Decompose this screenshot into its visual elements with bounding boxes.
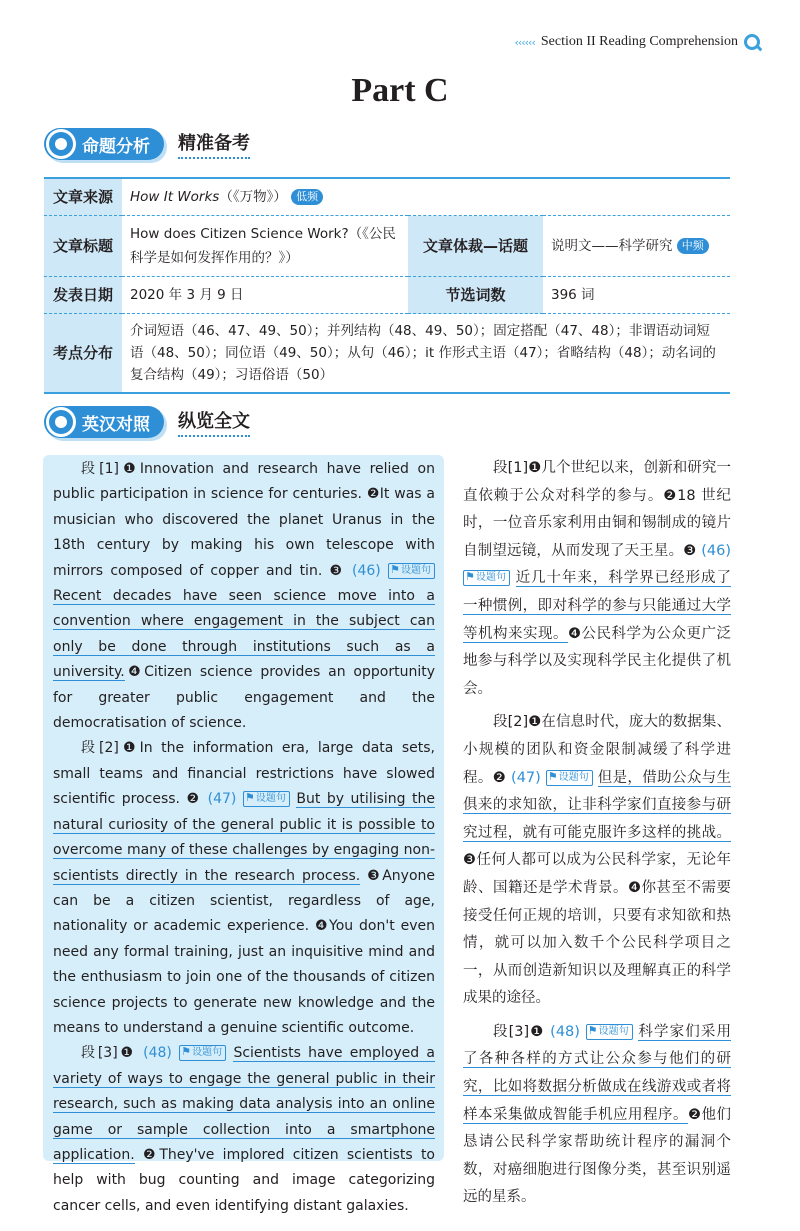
flag-icon: ⚑ 设题句	[586, 1024, 633, 1040]
magnifier-icon	[744, 34, 760, 50]
key-sentence: 科学家们采用了各种各样的方式让公众参与他们的研究，比如将数据分析做成在线游戏或者将样本采集做成智能手机应用程序。	[463, 1023, 732, 1123]
sentence-number: ❸	[463, 852, 477, 869]
cn-paragraph-3	[463, 1019, 731, 1212]
sentence-number: ❸	[367, 867, 383, 884]
page-title: Part C	[351, 72, 449, 109]
sentence: 几个世纪以来，创新和研究一直依赖于公众对科学的参与。	[463, 460, 732, 504]
key-sentence: Scientists have employed a variety of ways to engage the general public in their research, such as making data analysis into an online game or sample collection into a smartphone application.	[53, 1045, 435, 1163]
cn-paragraph-2	[463, 709, 731, 1013]
en-paragraph-2	[53, 736, 435, 1041]
running-head	[514, 34, 760, 50]
genre-text: 说明文——科学研究	[551, 238, 673, 254]
chinese-text-column	[463, 455, 731, 1212]
flag-icon: ⚑ 设题句	[243, 791, 290, 807]
sentence-number: ❷	[366, 486, 380, 503]
question-ref: (47)	[207, 791, 237, 808]
section-pill-label: 命题分析	[82, 136, 150, 157]
flag-icon: ⚑ 设题句	[546, 770, 593, 786]
key-sentence: 但是，借助公众与生俱来的求知欲，让非科学家们直接参与研究过程，就有可能克服许多这样的挑战。	[463, 769, 732, 841]
sentence: Citizen science provides an opportunity for greater public engagement and the democratisation of science.	[53, 664, 435, 732]
key-sentence: But by utilising the natural curiosity of the general public it is possible to overcome many of these challenges by engaging non-scientists directly in the research process.	[53, 791, 436, 884]
cn-paragraph-1	[463, 455, 731, 703]
table-row	[44, 314, 730, 394]
sentence: 你甚至不需要接受任何正规的培训，只要有求知欲和热情，就可以加入数千个公民科学项目之一，从而创造新知识以及理解真正的科学成果的途径。	[463, 879, 731, 1007]
sentence-number: ❶	[528, 714, 542, 731]
sentence: 18 世纪时，一位音乐家利用由铜和锡制成的镜片自制望远镜，从而发现了天王星。	[463, 487, 732, 559]
magnifier-icon	[46, 129, 76, 159]
sentence: Anyone can be a citizen scientist, regardless of age, nationality or academic experience.	[53, 867, 435, 935]
table-row	[44, 178, 730, 216]
section-pill-label: 英汉对照	[82, 414, 150, 435]
section-sub-label: 精准备考	[178, 129, 250, 159]
genre-value	[543, 216, 730, 277]
sentence-number: ❹	[124, 664, 145, 681]
title-label: 文章标题	[44, 216, 122, 277]
flag-icon: ⚑ 设题句	[179, 1045, 226, 1061]
sentence-number: ❶	[117, 1045, 136, 1062]
sentence-number: ❶	[118, 461, 140, 477]
paragraph-marker: 段[2]	[493, 714, 529, 731]
sentence-number: ❸	[683, 542, 697, 559]
source-value	[122, 178, 730, 216]
sentence: 公民科学为公众更广泛地参与科学以及实现科学民主化提供了机会。	[463, 625, 731, 697]
question-ref: (46)	[701, 542, 732, 559]
section-heading-bilingual	[44, 405, 250, 439]
sentence-number: ❹	[628, 879, 642, 896]
sentence-number: ❷	[688, 1106, 702, 1123]
article-info-table	[44, 177, 730, 394]
sentence: It was a musician who discovered the planet Uranus in the 18th century by making his own telescope with mirrors composed of copper and tin.	[53, 486, 435, 579]
date-value: 2020 年 3 月 9 日	[122, 277, 408, 314]
sentence: You don't even need any formal training, just an inquisitive mind and the enthusiasm to join one of the thousands of citizen science projects to generate new knowledge and the means to understand a genuine scientific outcome.	[53, 918, 435, 1036]
en-paragraph-1	[53, 457, 435, 736]
points-label: 考点分布	[44, 314, 122, 394]
paragraph-marker: 段[3]	[493, 1023, 530, 1040]
question-ref: (47)	[511, 769, 541, 786]
question-ref: (46)	[352, 562, 381, 579]
points-value: 介词短语（46、47、49、50）；并列结构（48、49、50）；固定搭配（47、48）；非谓语动词短语（48、50）；同位语（49、50）；从句（46）；it 作形式主语（47）；省略结构（48）；动名词的复合结构（49）；习语俗语（50）	[122, 314, 730, 394]
frequency-badge: 中频	[677, 238, 709, 254]
section-pill	[44, 128, 164, 160]
sentence-number: ❹	[568, 625, 582, 642]
sentence: They've implored citizen scientists to help with bug counting and image categorizing cancer cells, and even identifying distant galaxies.	[53, 1146, 435, 1214]
source-cn: （《万物》）	[219, 189, 287, 205]
sentence: 任何人都可以成为公民科学家，无论年龄、国籍还是学术背景。	[463, 852, 731, 896]
source-title: How It Works	[130, 189, 220, 205]
table-row	[44, 277, 730, 314]
question-ref: (48)	[143, 1045, 172, 1062]
sentence-number: ❷	[142, 1146, 160, 1163]
sentence-number: ❶	[529, 1023, 545, 1040]
en-paragraph-3	[53, 1041, 435, 1219]
paragraph-marker: 段[2]	[81, 740, 119, 757]
running-head-text: Section II Reading Comprehension	[540, 34, 738, 49]
word-count-label: 节选词数	[408, 277, 543, 314]
title-value: How does Citizen Science Work?（《公民科学是如何发挥作用的？》）	[122, 216, 408, 277]
key-sentence: 近几十年来，科学界已经形成了一种惯例，即对科学的参与只能通过大学等机构来实现。	[463, 570, 732, 642]
section-pill	[44, 406, 164, 438]
sentence: 在信息时代，庞大的数据集、小规模的团队和资金限制减缓了科学进程。	[463, 714, 732, 786]
section-heading-analysis	[44, 127, 250, 161]
word-count-value: 396 词	[543, 277, 730, 314]
sentence-number: ❶	[118, 740, 140, 757]
sentence-number: ❷	[186, 791, 202, 808]
sentence-number: ❷	[663, 487, 678, 504]
paragraph-marker: 段[3]	[81, 1045, 118, 1062]
sentence: In the information era, large data sets, small teams and financial restrictions have slowed scientific process.	[53, 740, 435, 808]
magnifier-icon	[46, 407, 76, 437]
sentence-number: ❹	[314, 918, 329, 935]
english-text-panel	[43, 455, 444, 1214]
flag-icon: ⚑ 设题句	[388, 563, 435, 579]
sentence-number: ❶	[528, 460, 542, 476]
sentence-number: ❷	[492, 769, 507, 786]
section-sub-label: 纵览全文	[178, 407, 250, 437]
genre-label: 文章体裁—话题	[408, 216, 543, 277]
source-label: 文章来源	[44, 178, 122, 216]
key-sentence: Recent decades have seen science move into a convention where engagement in the subject can only be done through institutions such as a university.	[53, 588, 435, 681]
sentence: Innovation and research have relied on public participation in science for centuries.	[53, 461, 435, 503]
sentence: 他们恳请公民科学家帮助统计程序的漏洞个数，对癌细胞进行图像分类，甚至识别遥远的星系。	[463, 1106, 731, 1206]
question-ref: (48)	[550, 1023, 580, 1040]
paragraph-marker: 段[1]	[81, 461, 119, 477]
sentence-number: ❸	[329, 562, 345, 579]
paragraph-marker: 段[1]	[493, 460, 529, 476]
table-row	[44, 216, 730, 277]
frequency-badge: 低频	[291, 189, 323, 205]
date-label: 发表日期	[44, 277, 122, 314]
arrows-icon: ‹‹‹‹‹‹	[514, 35, 535, 49]
flag-icon: ⚑ 设题句	[463, 570, 510, 586]
